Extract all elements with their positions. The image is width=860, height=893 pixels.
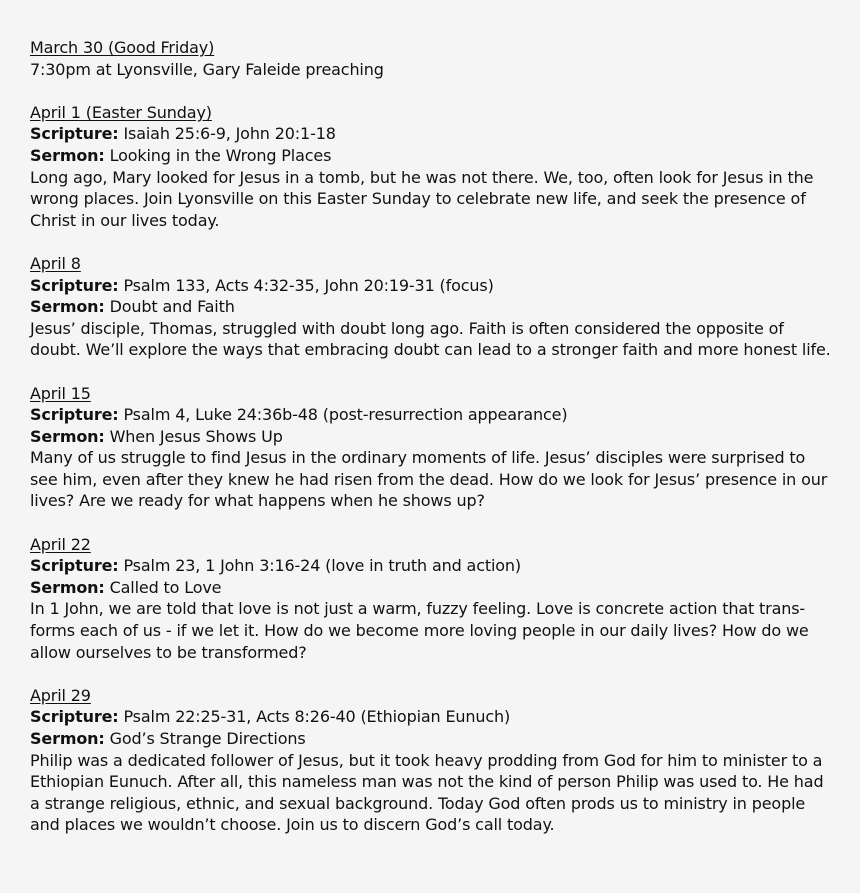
sermon-schedule-document — [30, 37, 845, 858]
sermon-description — [30, 318, 845, 361]
entry-note: 7:30pm at Lyonsville, Gary Faleide preaching — [30, 59, 384, 79]
schedule-entry-march-30 — [30, 37, 845, 80]
scripture-line — [30, 123, 845, 145]
scripture-text: Psalm 23, 1 John 3:16-24 (love in truth and action) — [123, 556, 521, 576]
scripture-label: Scripture: — [30, 707, 119, 727]
sermon-line — [30, 296, 845, 318]
scripture-text: Psalm 4, Luke 24:36b-48 (post-resurrection appearance) — [123, 405, 568, 425]
sermon-title: Looking in the Wrong Places — [109, 145, 332, 165]
sermon-label: Sermon: — [30, 426, 105, 446]
description-line: In 1 John, we are told that love is not just a warm, fuzzy feeling. Love is concrete action that trans- — [30, 599, 806, 619]
schedule-entry-april-8 — [30, 253, 845, 361]
sermon-line — [30, 728, 845, 750]
description-line: Many of us struggle to find Jesus in the ordinary moments of life. Jesus’ disciples were surprised to — [30, 448, 806, 468]
description-line: Christ in our lives today. — [30, 210, 220, 230]
scripture-label: Scripture: — [30, 405, 119, 425]
schedule-entry-april-22 — [30, 534, 845, 664]
description-line: Philip was a dedicated follower of Jesus, but it took heavy prodding from God for him to minister to a — [30, 750, 823, 770]
sermon-line — [30, 426, 845, 448]
description-line: see him, even after they knew he had risen from the dead. How do we look for Jesus’ presence in our — [30, 469, 828, 489]
sermon-label: Sermon: — [30, 297, 105, 317]
description-line: lives? Are we ready for what happens when he shows up? — [30, 491, 485, 511]
sermon-description — [30, 167, 845, 232]
sermon-title: God’s Strange Directions — [109, 729, 306, 748]
description-line: Ethiopian Eunuch. After all, this nameless man was not the kind of person Philip was used to. He had — [30, 772, 824, 792]
sermon-label: Sermon: — [30, 577, 105, 597]
scripture-line — [30, 555, 845, 577]
scripture-line — [30, 275, 845, 297]
entry-date: April 8 — [30, 253, 81, 273]
sermon-description — [30, 447, 845, 512]
description-line: Long ago, Mary looked for Jesus in a tomb, but he was not there. We, too, often look for Jesus in the — [30, 167, 814, 187]
schedule-entry-april-29 — [30, 685, 845, 836]
sermon-label: Sermon: — [30, 729, 105, 748]
scripture-label: Scripture: — [30, 124, 119, 144]
description-line: allow ourselves to be transformed? — [30, 642, 307, 662]
entry-date: April 29 — [30, 685, 91, 705]
sermon-line — [30, 577, 845, 599]
description-line: and places we wouldn’t choose. Join us to discern God’s call today. — [30, 815, 555, 835]
schedule-entry-april-1 — [30, 102, 845, 232]
scripture-text: Psalm 22:25-31, Acts 8:26-40 (Ethiopian Eunuch) — [123, 707, 511, 727]
entry-date: April 22 — [30, 534, 91, 554]
description-line: doubt. We’ll explore the ways that embracing doubt can lead to a stronger faith and more honest life. — [30, 340, 831, 360]
sermon-description — [30, 598, 845, 663]
entry-date: March 30 (Good Friday) — [30, 38, 215, 57]
sermon-description — [30, 750, 845, 836]
scripture-text: Isaiah 25:6-9, John 20:1-18 — [123, 124, 336, 144]
entry-date: April 1 (Easter Sunday) — [30, 102, 212, 122]
description-line: forms each of us - if we let it. How do we become more loving people in our daily lives? How do we — [30, 621, 809, 641]
description-line: a strange religious, ethnic, and sexual background. Today God often prods us to ministry in people — [30, 793, 806, 813]
sermon-title: Doubt and Faith — [109, 297, 235, 317]
entry-date: April 15 — [30, 383, 91, 403]
schedule-entry-april-15 — [30, 383, 845, 513]
scripture-label: Scripture: — [30, 556, 119, 576]
scripture-label: Scripture: — [30, 275, 119, 295]
description-line: Jesus’ disciple, Thomas, struggled with doubt long ago. Faith is often considered the opposite of — [30, 318, 784, 338]
scripture-text: Psalm 133, Acts 4:32-35, John 20:19-31 (focus) — [123, 275, 494, 295]
scripture-line — [30, 706, 845, 728]
scripture-line — [30, 404, 845, 426]
sermon-label: Sermon: — [30, 145, 105, 165]
sermon-line — [30, 145, 845, 167]
description-line: wrong places. Join Lyonsville on this Easter Sunday to celebrate new life, and seek the presence of — [30, 189, 806, 209]
sermon-title: When Jesus Shows Up — [109, 426, 283, 446]
sermon-title: Called to Love — [109, 577, 222, 597]
